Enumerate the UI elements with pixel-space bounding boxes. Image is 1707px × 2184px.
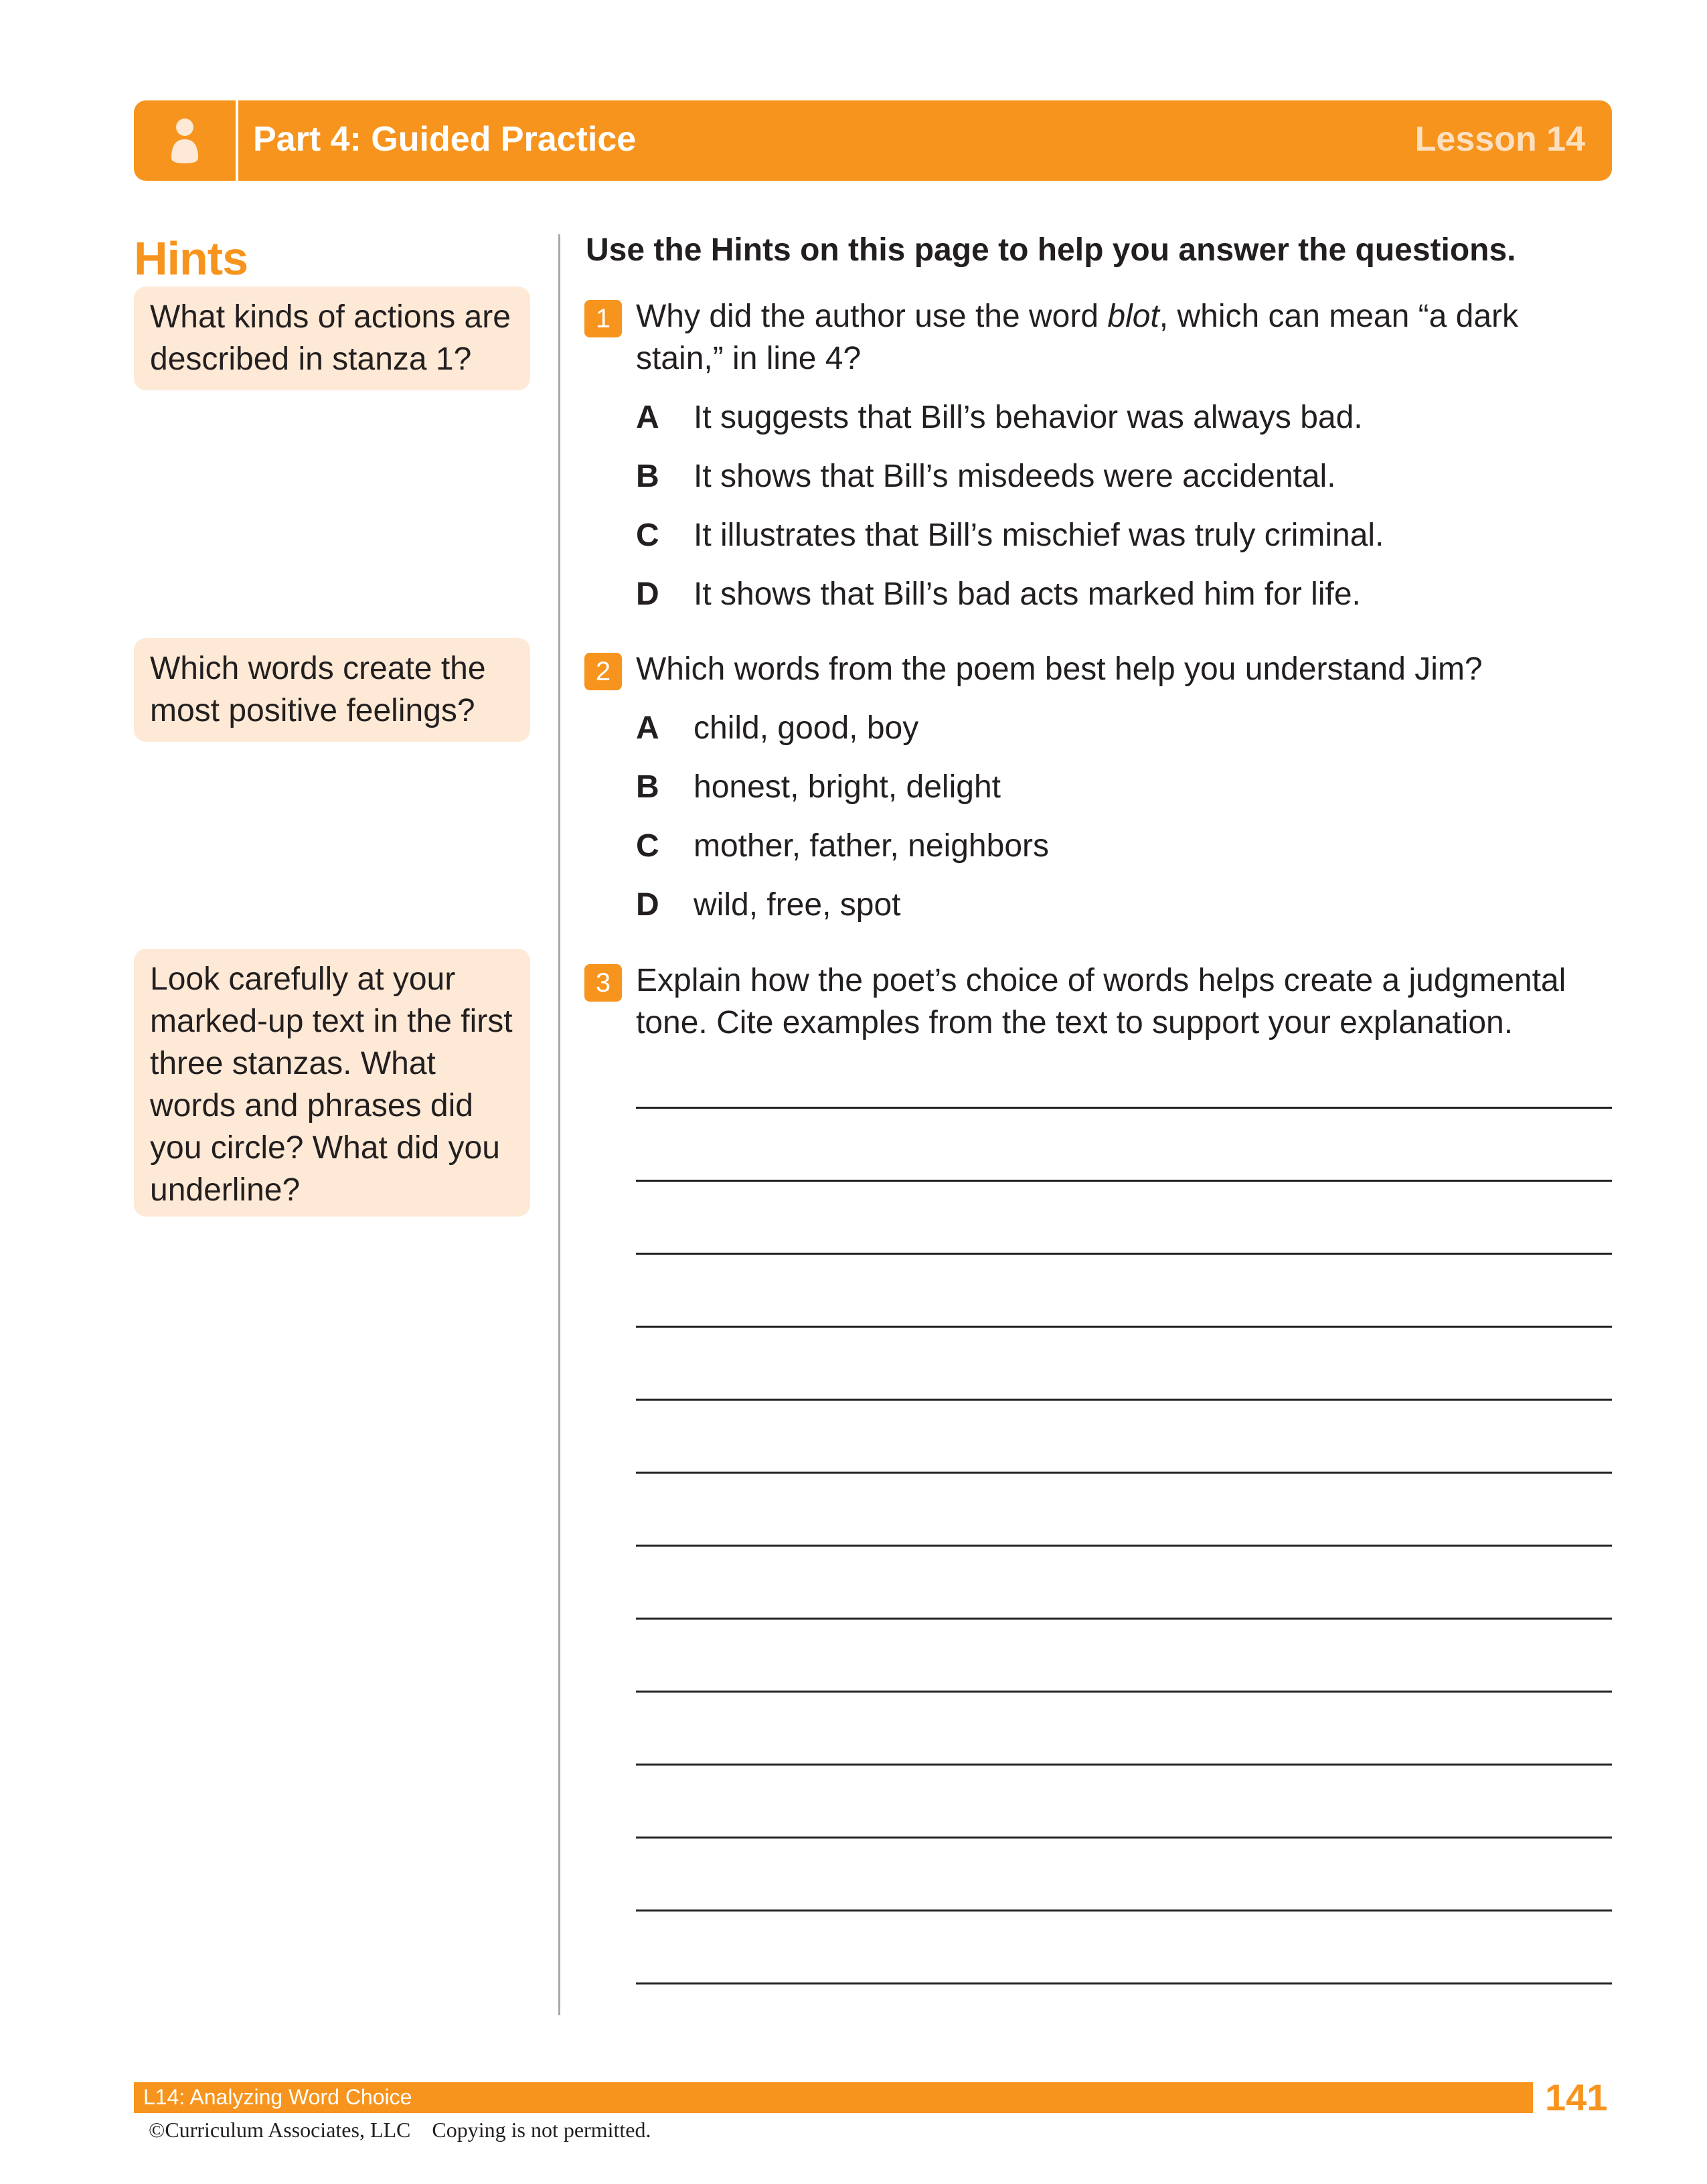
question-1-emphasized-word: blot xyxy=(1107,299,1159,334)
answer-line[interactable] xyxy=(636,1399,1612,1401)
question-text-3: Explain how the poet’s choice of words helps create a judgmental tone. Cite examples from the text to support your explanation. xyxy=(636,963,1566,1040)
answer-line[interactable] xyxy=(636,1180,1612,1182)
q2-option-a[interactable]: child, good, boy xyxy=(694,710,919,746)
question-1-text-start: Why did the author use the word xyxy=(636,299,1108,334)
footer-lesson-label: L14: Analyzing Word Choice xyxy=(143,2085,412,2109)
answer-line[interactable] xyxy=(636,1326,1612,1328)
q1-option-d[interactable]: It shows that Bill’s bad acts marked him for life. xyxy=(694,576,1361,612)
q2-option-b-letter: B xyxy=(636,769,659,805)
answer-line[interactable] xyxy=(636,1909,1612,1912)
question-number-2: 2 xyxy=(584,653,622,690)
answer-line[interactable] xyxy=(636,1107,1612,1109)
answer-line[interactable] xyxy=(636,1472,1612,1474)
header-divider xyxy=(236,100,238,181)
lesson-number: Lesson 14 xyxy=(1414,120,1585,159)
hint-box-3: Look carefully at your marked-up text in the first three stanzas. What words and phrases did you circle? What did you underline? xyxy=(134,949,530,1217)
question-text-2: Which words from the poem best help you understand Jim? xyxy=(636,651,1483,687)
q2-option-a-letter: A xyxy=(636,710,659,746)
copyright-notice: ©Curriculum Associates, LLC Copying is not permitted. xyxy=(149,2118,651,2142)
q2-option-b[interactable]: honest, bright, delight xyxy=(694,769,1001,805)
q1-option-a[interactable]: It suggests that Bill’s behavior was always bad. xyxy=(694,400,1363,435)
q1-option-b-letter: B xyxy=(636,459,659,494)
lesson-header xyxy=(134,100,1612,181)
q2-option-c[interactable]: mother, father, neighbors xyxy=(694,828,1049,864)
answer-line[interactable] xyxy=(636,1764,1612,1766)
answer-line[interactable] xyxy=(636,1545,1612,1547)
instructions: Use the Hints on this page to help you answer the questions. xyxy=(586,232,1516,268)
answer-line[interactable] xyxy=(636,1618,1612,1620)
q1-option-c[interactable]: It illustrates that Bill’s mischief was truly criminal. xyxy=(694,518,1384,553)
hints-heading: Hints xyxy=(134,232,248,285)
q1-option-b[interactable]: It shows that Bill’s misdeeds were accidental. xyxy=(694,459,1336,494)
q1-option-a-letter: A xyxy=(636,400,659,435)
q2-option-c-letter: C xyxy=(636,828,659,864)
page-number: 141 xyxy=(1545,2076,1608,2118)
answer-line[interactable] xyxy=(636,1253,1612,1255)
question-text-1 xyxy=(636,295,1600,380)
question-number-3: 3 xyxy=(584,964,622,1002)
question-number-1: 1 xyxy=(584,300,622,337)
section-title: Part 4: Guided Practice xyxy=(253,120,637,159)
q2-option-d-letter: D xyxy=(636,887,659,923)
person-icon xyxy=(134,100,236,181)
answer-line[interactable] xyxy=(636,1982,1612,1984)
hint-box-1: What kinds of actions are described in stanza 1? xyxy=(134,287,530,390)
answer-line[interactable] xyxy=(636,1691,1612,1693)
hint-box-2: Which words create the most positive feelings? xyxy=(134,638,530,742)
question-1-text-end: , which can mean “a dark stain,” in line 4? xyxy=(636,299,1519,376)
q2-option-d[interactable]: wild, free, spot xyxy=(694,887,901,923)
answer-line[interactable] xyxy=(636,1837,1612,1839)
q1-option-d-letter: D xyxy=(636,576,659,612)
column-divider xyxy=(558,234,560,2015)
q1-option-c-letter: C xyxy=(636,518,659,553)
